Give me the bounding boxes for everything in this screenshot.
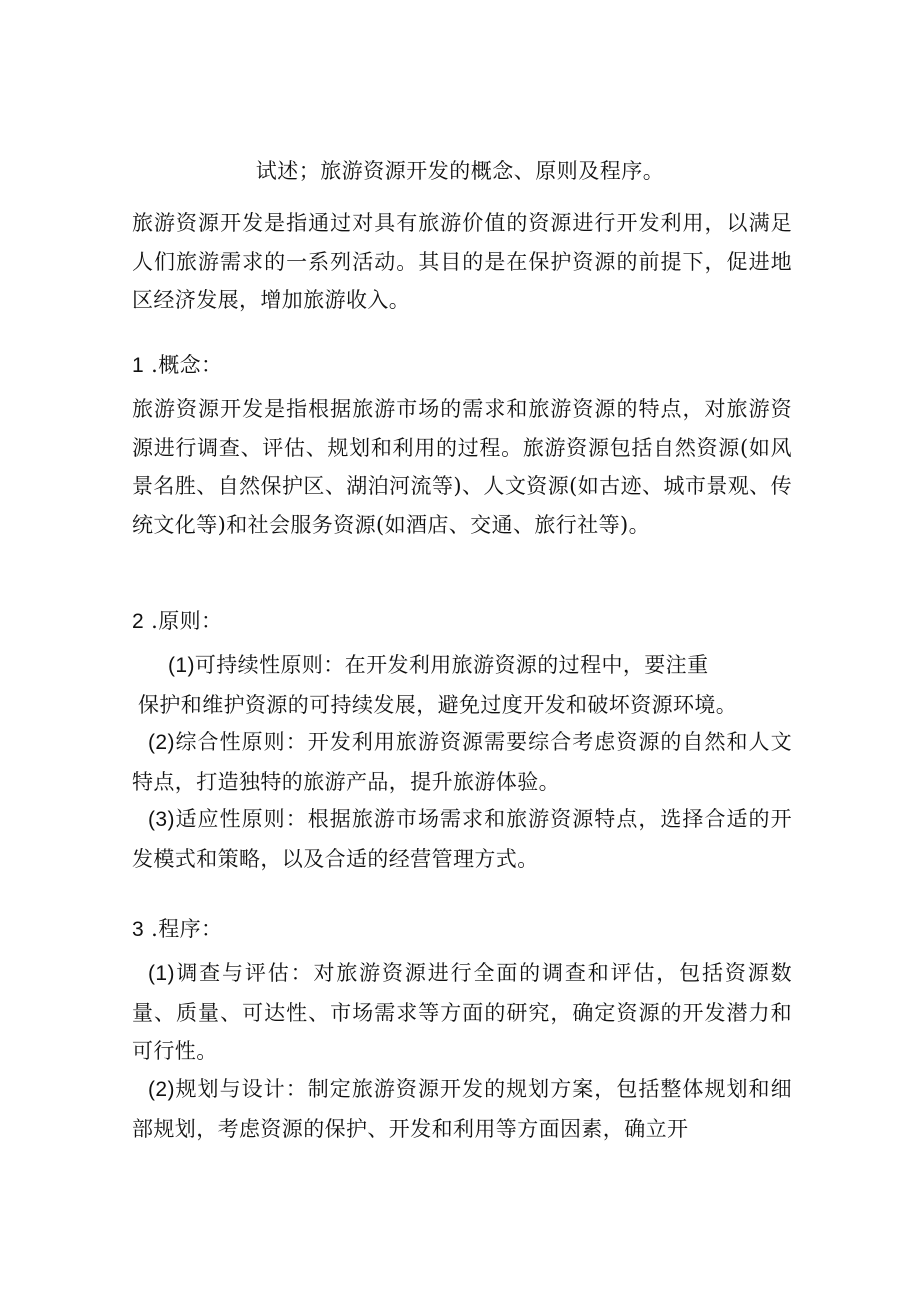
item-number: (2) [148, 731, 175, 754]
section-number: 1 [132, 354, 145, 377]
item-number: (3) [148, 808, 175, 831]
principle-item-2 [132, 723, 792, 801]
item-number: (2) [148, 1078, 175, 1101]
section-number: 2 [132, 610, 145, 633]
procedure-item-2 [132, 1070, 792, 1148]
section-number: 3 [132, 918, 145, 941]
item-text: 规划与设计：制定旅游资源开发的规划方案，包括整体规划和细部规划，考虑资源的保护、开发和利用等方面因素，确立开 [132, 1077, 792, 1141]
item-text: 调查与评估：对旅游资源进行全面的调查和评估，包括资源数量、质量、可达性、市场需求等方面的研究，确定资源的开发潜力和可行性。 [132, 961, 792, 1063]
item-text: 适应性原则：根据旅游市场需求和旅游资源特点，选择合适的开发模式和策略，以及合适的经营管理方式。 [132, 807, 792, 871]
section-heading-principles [132, 604, 792, 639]
principle-item-3 [132, 800, 792, 878]
intro-paragraph: 旅游资源开发是指通过对具有旅游价值的资源进行开发利用，以满足人们旅游需求的一系列活动。其目的是在保护资源的前提下，促进地区经济发展，增加旅游收入。 [132, 211, 792, 312]
item-text-line1: 可持续性原则：在开发利用旅游资源的过程中，要注重 [194, 653, 709, 677]
item-number: (1) [168, 654, 195, 677]
page-title: 试述；旅游资源开发的概念、原则及程序。 [255, 159, 665, 183]
section-title: .概念： [151, 353, 223, 377]
item-text: 综合性原则：开发利用旅游资源需要综合考虑资源的自然和人文特点，打造独特的旅游产品，提升旅游体验。 [132, 730, 792, 794]
principle-item-1 [132, 646, 792, 724]
item-number: (1) [148, 962, 175, 985]
section-title: .原则： [151, 609, 223, 633]
section-heading-concept [132, 348, 792, 383]
item-text-line2: 保护和维护资源的可持续发展，避免过度开发和破坏资源环境。 [138, 692, 738, 717]
concept-paragraph: 旅游资源开发是指根据旅游市场的需求和旅游资源的特点，对旅游资源进行调查、评估、规划和利用的过程。旅游资源包括自然资源(如风景名胜、自然保护区、湖泊河流等)、人文资源(如古迹、城市景观、传统文化等)和社会服务资源(如酒店、交通、旅行社等)。 [132, 397, 792, 537]
section-title: .程序： [151, 917, 223, 941]
procedure-item-1 [132, 954, 792, 1071]
section-heading-procedure [132, 912, 792, 947]
